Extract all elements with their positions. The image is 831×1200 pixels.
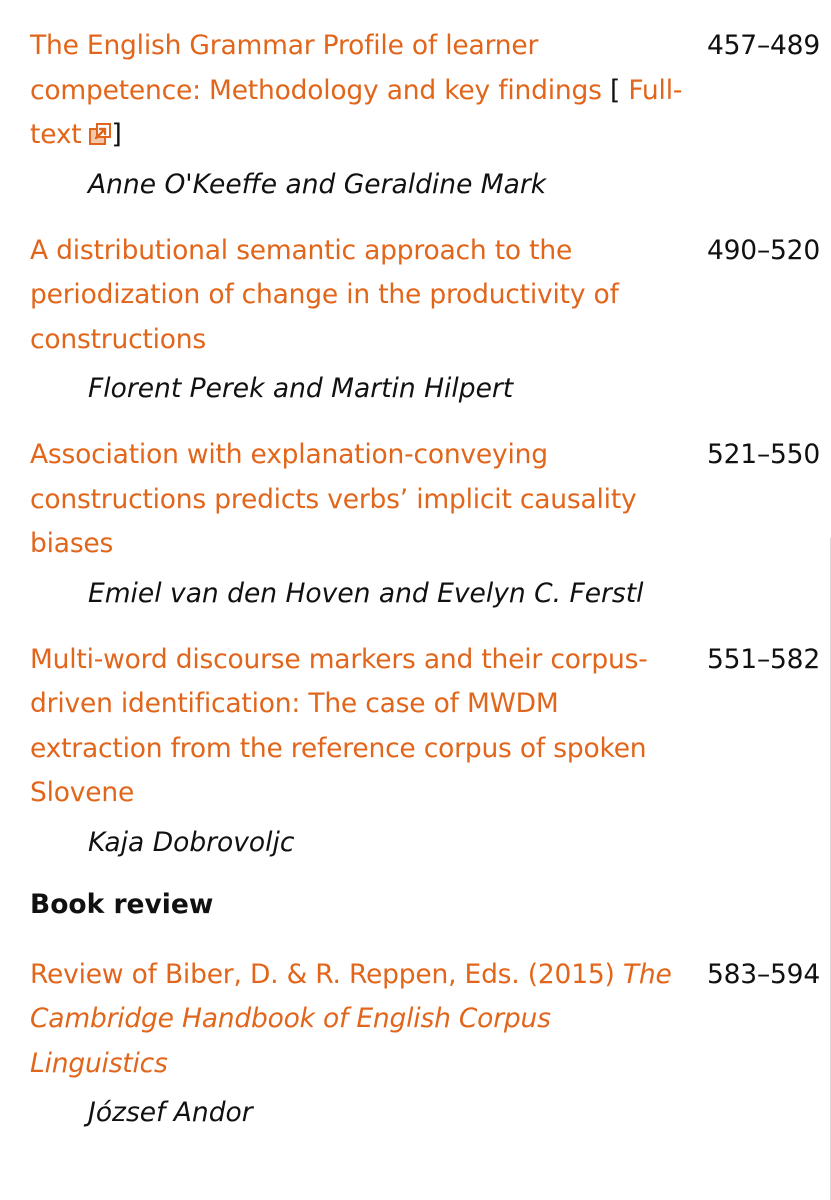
article-title-row [30, 953, 825, 1087]
article-title-row [30, 229, 825, 363]
article-entry [30, 24, 825, 203]
article-authors: József Andor [88, 1097, 253, 1128]
article-authors: Florent Perek and Martin Hilpert [88, 373, 514, 404]
fulltext-label: Full-text [30, 74, 683, 150]
bracket-close: ] [111, 119, 122, 150]
article-title-link[interactable]: A distributional semantic approach to the periodization of change in the productivity of constructions [30, 234, 619, 355]
article-title-link[interactable]: Multi-word discourse markers and their corpus-driven identification: The case of MWDM extraction from the reference corpus of spoken Slovene [30, 643, 648, 808]
section-heading-book-review: Book review [30, 888, 214, 920]
page-range: 457–489 [706, 30, 820, 61]
article-title-link[interactable]: The English Grammar Profile of learner competence: Methodology and key findings [30, 30, 602, 106]
article-entry [30, 433, 825, 612]
page-range: 490–520 [706, 234, 820, 266]
book-review-title-prefix: Review of Biber, D. & R. Reppen, Eds. (2015) [30, 958, 615, 990]
article-authors: Anne O'Keeffe and Geraldine Mark [88, 168, 547, 200]
page-range: 583–594 [706, 958, 820, 990]
bracket-open: [ [609, 74, 621, 106]
external-link-icon [88, 122, 112, 146]
article-title-row [30, 433, 825, 567]
article-authors: Kaja Dobrovoljc [88, 826, 295, 858]
article-entry [30, 638, 825, 861]
book-review-title-italic: The Cambridge Handbook of English Corpus Linguistics [30, 958, 672, 1079]
article-title-row [30, 638, 825, 816]
book-review-entry [30, 953, 825, 1132]
table-of-contents [30, 24, 825, 1157]
book-review-title-link[interactable] [30, 959, 672, 1079]
article-entry [30, 229, 825, 408]
page-range: 551–582 [706, 643, 820, 675]
article-title-row [30, 24, 825, 158]
article-title-link[interactable]: Association with explanation-conveying constructions predicts verbs’ implicit causality biases [30, 439, 637, 559]
article-authors: Emiel van den Hoven and Evelyn C. Ferstl [88, 577, 644, 609]
page-range: 521–550 [706, 439, 820, 470]
